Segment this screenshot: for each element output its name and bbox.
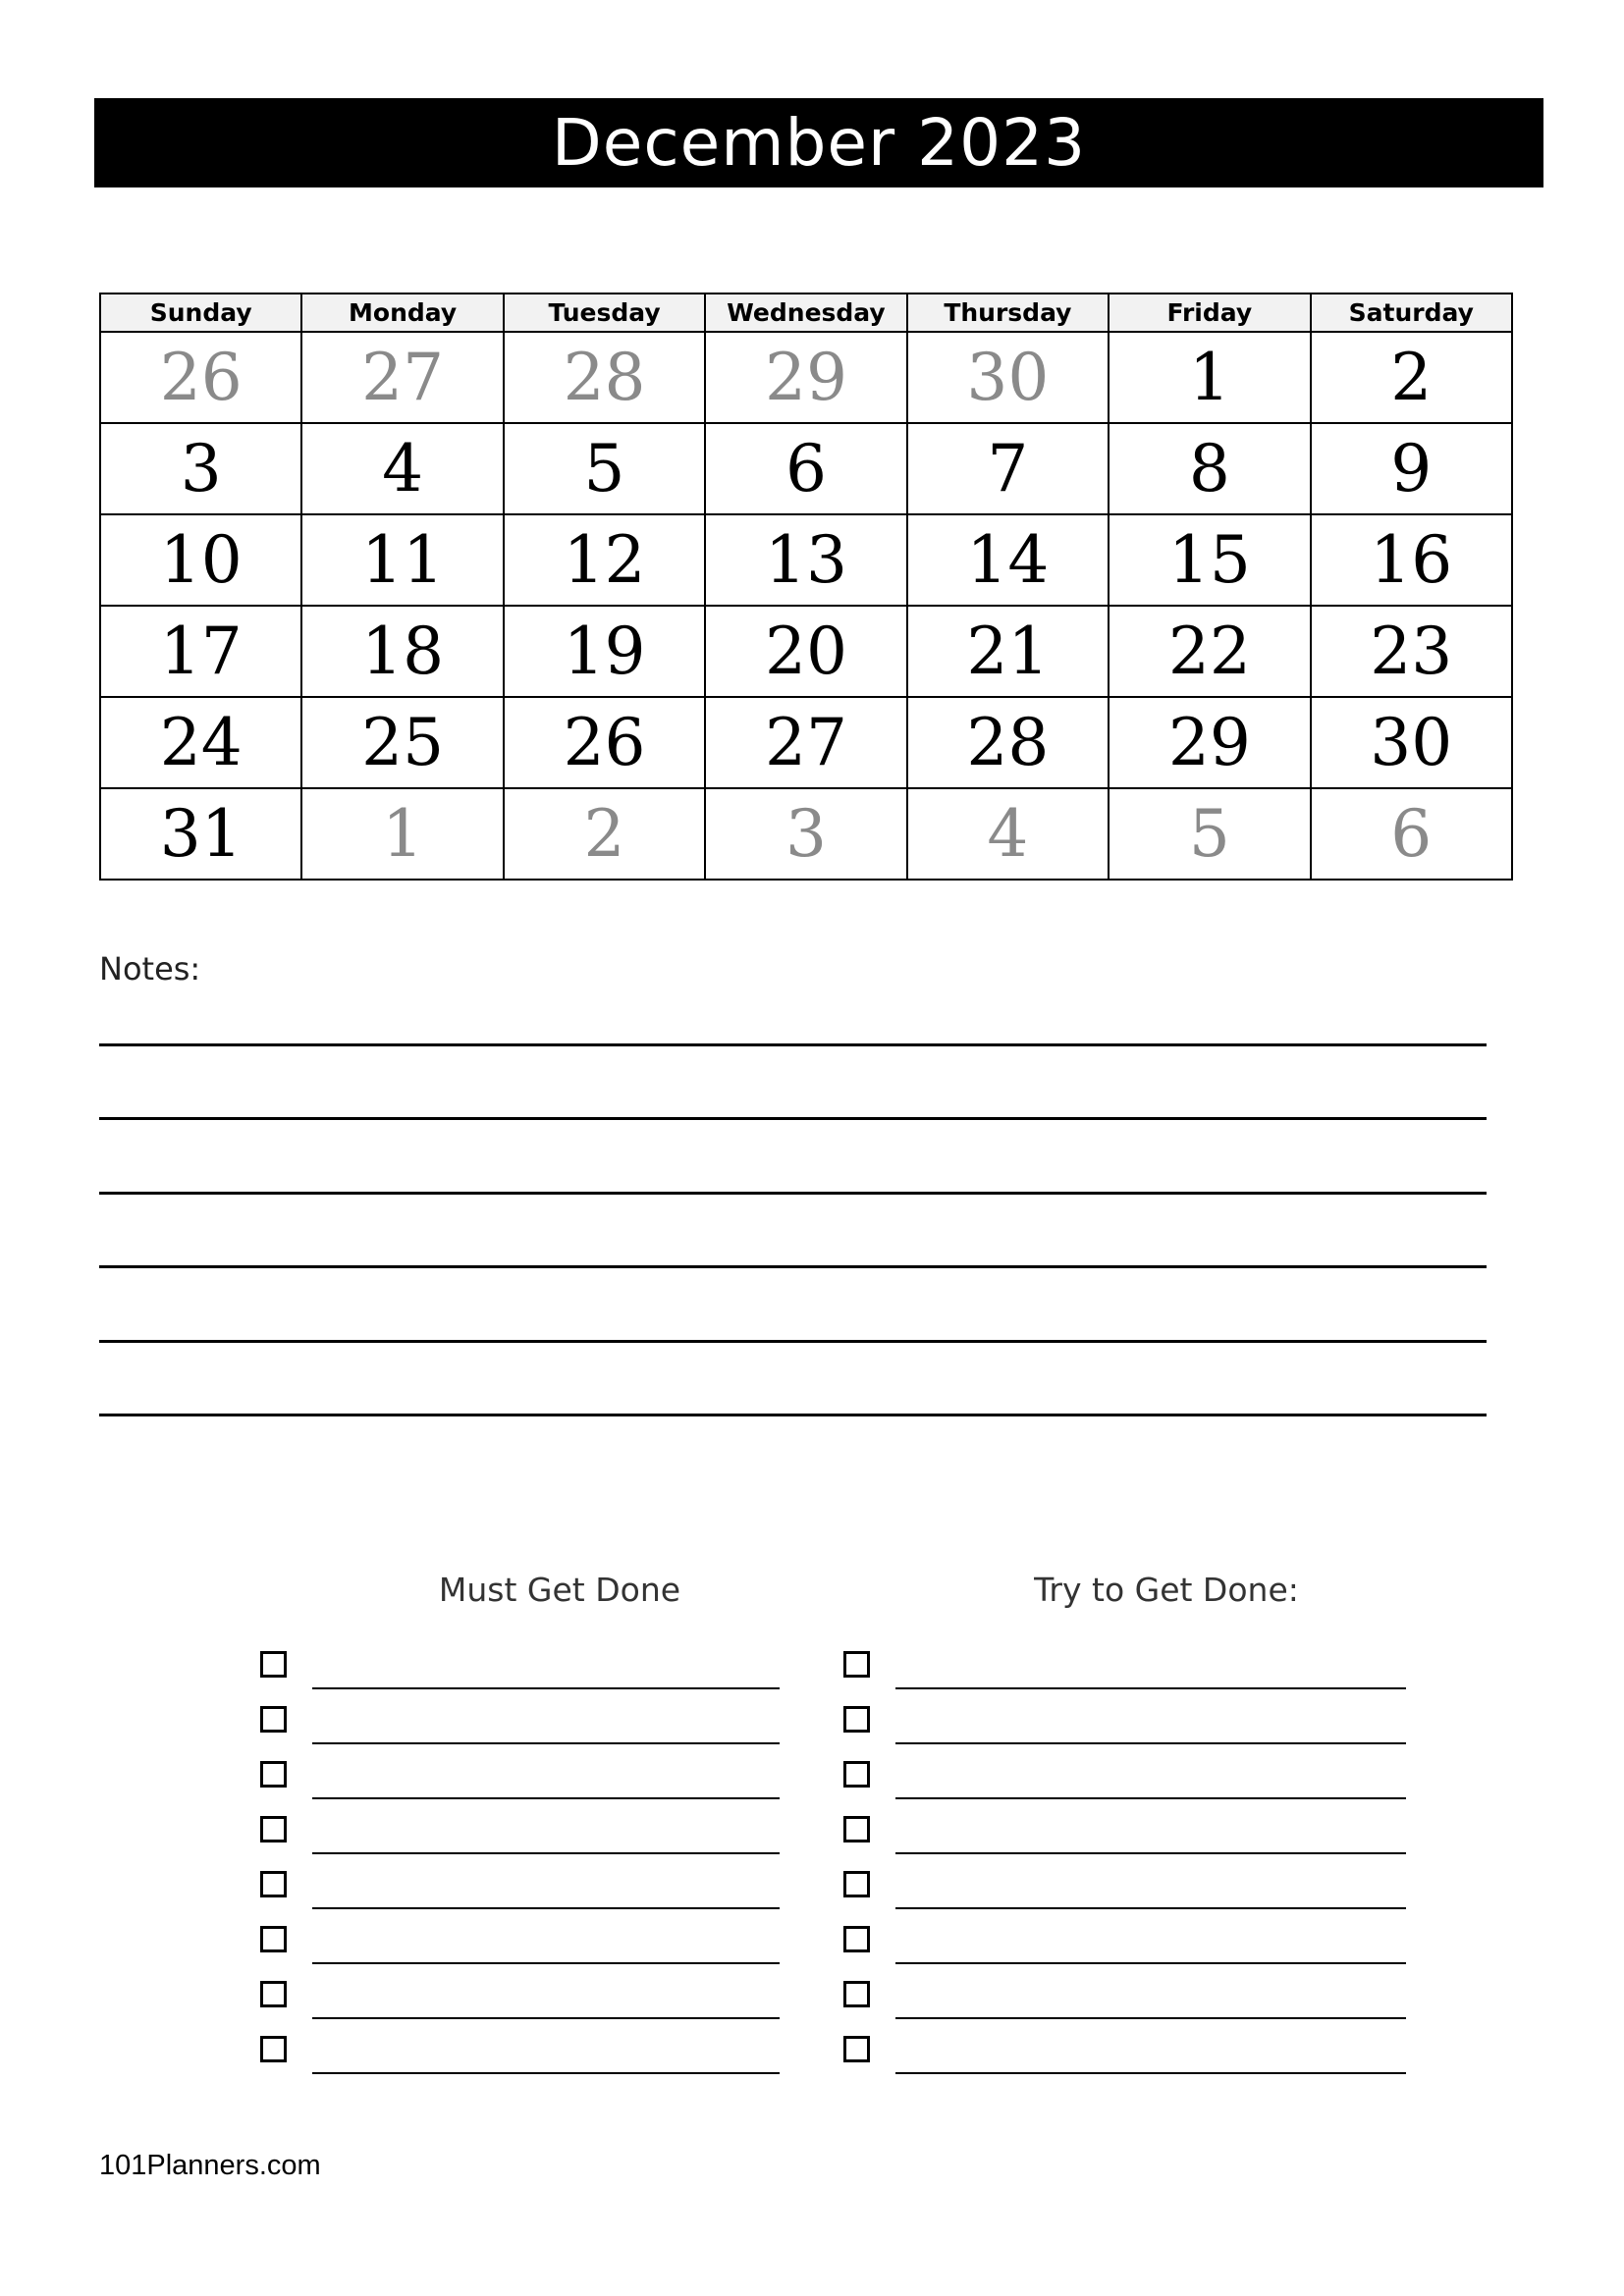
day-cell: 5	[504, 423, 705, 514]
day-cell: 22	[1109, 606, 1310, 697]
adjacent-month-day-cell: 28	[504, 332, 705, 423]
notes-line[interactable]	[99, 1265, 1487, 1268]
day-cell: 11	[301, 514, 503, 606]
notes-label: Notes:	[99, 950, 201, 988]
week-row	[100, 788, 1512, 880]
try-to-get-done-checkbox[interactable]	[843, 1761, 870, 1788]
try-to-get-done-checkbox[interactable]	[843, 1816, 870, 1842]
day-cell: 27	[705, 697, 906, 788]
try-to-get-done-task-line[interactable]	[895, 1962, 1406, 1964]
try-to-get-done-task-line[interactable]	[895, 2017, 1406, 2019]
try-to-get-done-task-row	[843, 1647, 1406, 1690]
must-get-done-task-line[interactable]	[312, 1797, 780, 1799]
day-cell: 2	[1311, 332, 1512, 423]
day-cell: 9	[1311, 423, 1512, 514]
try-to-get-done-task-row	[843, 1702, 1406, 1745]
try-to-get-done-checkbox[interactable]	[843, 1871, 870, 1897]
week-row	[100, 697, 1512, 788]
weekday-monday: Monday	[301, 294, 503, 332]
month-title: December 2023	[94, 98, 1543, 187]
week-row	[100, 423, 1512, 514]
must-get-done-checkbox[interactable]	[260, 2036, 287, 2062]
try-to-get-done-task-row	[843, 1977, 1406, 2020]
day-cell: 24	[100, 697, 301, 788]
try-to-get-done-task-line[interactable]	[895, 1907, 1406, 1909]
adjacent-month-day-cell: 3	[705, 788, 906, 880]
weekday-saturday: Saturday	[1311, 294, 1512, 332]
try-to-get-done-checkbox[interactable]	[843, 2036, 870, 2062]
notes-line[interactable]	[99, 1043, 1487, 1046]
day-cell: 26	[504, 697, 705, 788]
adjacent-month-day-cell: 1	[301, 788, 503, 880]
must-get-done-task-line[interactable]	[312, 1907, 780, 1909]
day-cell: 15	[1109, 514, 1310, 606]
must-get-done-checkbox[interactable]	[260, 1761, 287, 1788]
must-get-done-checkbox[interactable]	[260, 1816, 287, 1842]
weekday-tuesday: Tuesday	[504, 294, 705, 332]
try-to-get-done-checkbox[interactable]	[843, 1981, 870, 2007]
try-to-get-done-task-line[interactable]	[895, 1742, 1406, 1744]
week-row	[100, 332, 1512, 423]
try-to-get-done-checkbox[interactable]	[843, 1651, 870, 1678]
day-cell: 30	[1311, 697, 1512, 788]
day-cell: 23	[1311, 606, 1512, 697]
try-to-get-done-task-row	[843, 1867, 1406, 1910]
must-get-done-task-row	[260, 1812, 780, 1855]
weekday-friday: Friday	[1109, 294, 1310, 332]
try-to-get-done-task-line[interactable]	[895, 1852, 1406, 1854]
week-row	[100, 514, 1512, 606]
day-cell: 31	[100, 788, 301, 880]
adjacent-month-day-cell: 4	[907, 788, 1109, 880]
adjacent-month-day-cell: 5	[1109, 788, 1310, 880]
notes-line[interactable]	[99, 1414, 1487, 1416]
day-cell: 8	[1109, 423, 1310, 514]
day-cell: 18	[301, 606, 503, 697]
must-get-done-task-row	[260, 1647, 780, 1690]
day-cell: 13	[705, 514, 906, 606]
adjacent-month-day-cell: 27	[301, 332, 503, 423]
try-to-get-done-task-line[interactable]	[895, 1797, 1406, 1799]
must-get-done-checkbox[interactable]	[260, 1871, 287, 1897]
must-get-done-task-row	[260, 1977, 780, 2020]
must-get-done-task-line[interactable]	[312, 2072, 780, 2074]
must-get-done-task-row	[260, 1702, 780, 1745]
try-to-get-done-task-row	[843, 1922, 1406, 1965]
day-cell: 6	[705, 423, 906, 514]
calendar-body	[100, 332, 1512, 880]
day-cell: 3	[100, 423, 301, 514]
notes-line[interactable]	[99, 1192, 1487, 1195]
day-cell: 19	[504, 606, 705, 697]
try-to-get-done-title: Try to Get Done:	[1034, 1571, 1299, 1609]
try-to-get-done-task-row	[843, 1812, 1406, 1855]
day-cell: 17	[100, 606, 301, 697]
try-to-get-done-task-row	[843, 1757, 1406, 1800]
day-cell: 10	[100, 514, 301, 606]
try-to-get-done-task-line[interactable]	[895, 1687, 1406, 1689]
weekday-sunday: Sunday	[100, 294, 301, 332]
calendar-grid	[99, 293, 1513, 881]
weekday-header-row	[100, 294, 1512, 332]
must-get-done-checkbox[interactable]	[260, 1981, 287, 2007]
must-get-done-task-line[interactable]	[312, 1852, 780, 1854]
day-cell: 4	[301, 423, 503, 514]
must-get-done-checkbox[interactable]	[260, 1926, 287, 1952]
try-to-get-done-checkbox[interactable]	[843, 1706, 870, 1733]
adjacent-month-day-cell: 29	[705, 332, 906, 423]
day-cell: 12	[504, 514, 705, 606]
try-to-get-done-task-line[interactable]	[895, 2072, 1406, 2074]
notes-line[interactable]	[99, 1340, 1487, 1343]
week-row	[100, 606, 1512, 697]
notes-line[interactable]	[99, 1117, 1487, 1120]
day-cell: 21	[907, 606, 1109, 697]
weekday-wednesday: Wednesday	[705, 294, 906, 332]
must-get-done-task-line[interactable]	[312, 2017, 780, 2019]
day-cell: 1	[1109, 332, 1310, 423]
day-cell: 28	[907, 697, 1109, 788]
try-to-get-done-checkbox[interactable]	[843, 1926, 870, 1952]
day-cell: 7	[907, 423, 1109, 514]
must-get-done-task-row	[260, 2032, 780, 2075]
must-get-done-checkbox[interactable]	[260, 1706, 287, 1733]
day-cell: 14	[907, 514, 1109, 606]
day-cell: 29	[1109, 697, 1310, 788]
adjacent-month-day-cell: 2	[504, 788, 705, 880]
adjacent-month-day-cell: 26	[100, 332, 301, 423]
footer-site: 101Planners.com	[99, 2150, 321, 2181]
day-cell: 20	[705, 606, 906, 697]
try-to-get-done-task-row	[843, 2032, 1406, 2075]
must-get-done-task-row	[260, 1757, 780, 1800]
must-get-done-checkbox[interactable]	[260, 1651, 287, 1678]
must-get-done-title: Must Get Done	[438, 1571, 681, 1609]
adjacent-month-day-cell: 6	[1311, 788, 1512, 880]
must-get-done-task-line[interactable]	[312, 1962, 780, 1964]
day-cell: 16	[1311, 514, 1512, 606]
must-get-done-task-line[interactable]	[312, 1742, 780, 1744]
day-cell: 25	[301, 697, 503, 788]
must-get-done-task-row	[260, 1922, 780, 1965]
adjacent-month-day-cell: 30	[907, 332, 1109, 423]
weekday-thursday: Thursday	[907, 294, 1109, 332]
must-get-done-task-row	[260, 1867, 780, 1910]
must-get-done-task-line[interactable]	[312, 1687, 780, 1689]
